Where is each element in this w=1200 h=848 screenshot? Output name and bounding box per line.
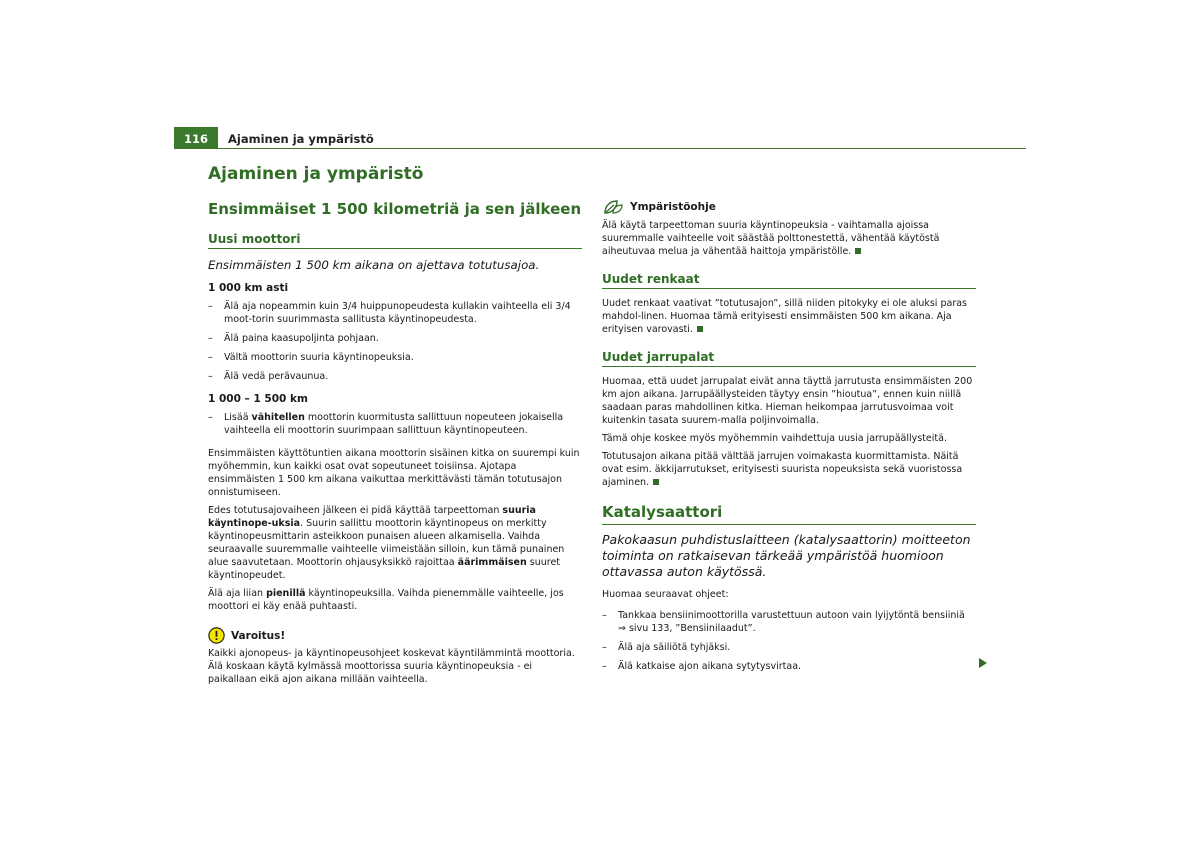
brakes-paragraph-2: Tämä ohje koskee myös myöhemmin vaihdettuja uusia jarrupäällysteitä. — [602, 433, 947, 444]
paragraph-low-rpm — [208, 587, 582, 613]
brakes-paragraph-3 — [602, 450, 976, 489]
list-item: – Älä vedä perävaunua. — [208, 370, 582, 383]
list-1000-1500 — [208, 411, 582, 437]
tyres-heading: Uudet renkaat — [602, 272, 976, 289]
text-run: Älä aja liian — [208, 588, 267, 599]
catalyst-lead: Huomaa seuraavat ohjeet: — [602, 589, 729, 600]
page-number: 116 — [174, 127, 218, 149]
environment-icon — [602, 198, 624, 216]
eco-note-text — [602, 219, 976, 258]
list-item: – Älä aja säiliötä tyhjäksi. — [602, 641, 976, 654]
list-item — [208, 411, 582, 437]
list-item: – Älä aja nopeammin kuin 3/4 huippunopeudesta kullakin vaihteella eli 3/4 moot-torin suurimmasta sallitusta käyntinopeudesta. — [208, 300, 582, 326]
warning-title — [208, 627, 582, 644]
page-reference-link[interactable]: ⇒ sivu 133, ”Bensiinilaadut”. — [618, 623, 756, 634]
eco-note-title-text: Ympäristöohje — [630, 201, 716, 213]
catalyst-list — [602, 609, 976, 673]
bold-run: äärimmäisen — [457, 557, 527, 568]
paragraph-friction: Ensimmäisten käyttötuntien aikana moottorin sisäinen kitka on suurempi kuin myöhemmin, kun kaikki osat ovat sopeutuneet toisiinsa. Ajotapa ensimmäisten 1 500 km aikana vaikuttaa merkittävästi tämän totutusajon onnistumiseen. — [208, 448, 580, 498]
left-column — [208, 160, 582, 691]
eco-note-title — [602, 198, 976, 216]
list-item: – Älä paina kaasupoljinta pohjaan. — [208, 332, 582, 345]
bold-run: suuria käyntinope-uksia — [208, 505, 536, 529]
text-run: Uudet renkaat vaativat ”totutusajon”, sillä niiden pitokyky ei ole aluksi paras mahdol-linen. Huomaa tämä erityisesti ensimmäisten 500 km aikana. Aja erityisen varovasti. — [602, 298, 967, 335]
subheading-up-to-1000: 1 000 km asti — [208, 282, 289, 294]
list-item — [602, 609, 976, 635]
list-item: – Vältä moottorin suuria käyntinopeuksia. — [208, 351, 582, 364]
list-item: – Älä katkaise ajon aikana sytytysvirtaa. — [602, 660, 976, 673]
chapter-title: Ajaminen ja ympäristö — [208, 164, 424, 184]
warning-icon — [208, 627, 225, 644]
paragraph-rpm — [208, 504, 582, 582]
text-run: Tankkaa bensiinimoottorilla varustettuun autoon vain lyijytöntä bensiiniä — [618, 610, 965, 621]
right-column — [602, 198, 976, 679]
brakes-paragraph-1: Huomaa, että uudet jarrupalat eivät anna täyttä jarrutusta ensimmäisten 200 km ajon aikana. Jarrupäällysteiden täytyy ensin ”hioutua”, ennen kuin niillä saadaan paras mahdollinen kitka. Hieman heikompaa jarrutusvoimaa voit kuitenkin tasata suurem-malla poljinvoimalla. — [602, 376, 973, 426]
text-run: suuret käyntinopeudet. — [208, 557, 561, 581]
engine-intro: Ensimmäisten 1 500 km aikana on ajettava totutusajoa. — [208, 258, 540, 272]
catalyst-heading: Katalysaattori — [602, 503, 976, 525]
running-title: Ajaminen ja ympäristö — [228, 132, 374, 146]
list-up-to-1000 — [208, 300, 582, 383]
text-run: Totutusajon aikana pitää välttää jarrujen voimakasta kuormittamista. Näitä ovat esim. äkkijarrutukset, erityisesti suurista nopeuksista sekä vuoristossa ajaminen. — [602, 451, 963, 488]
end-of-section-mark — [855, 248, 861, 254]
text-run: Älä käytä tarpeettoman suuria käyntinopeuksia - vaihtamalla ajoissa suuremmalle vaihteelle voit säästää polttonestettä, vähentää käytöstä aiheutuvaa melua ja vähentää haittoja ympäristölle. — [602, 220, 940, 257]
text-run: moottorin kuormitusta sallittuun nopeuteen jokaisella vaihteella eli moottorin suurimpaan sallittuun käyntinopeuteen. — [224, 412, 564, 436]
text-run: Edes totutusajovaiheen jälkeen ei pidä käyttää tarpeettoman — [208, 505, 503, 516]
subheading-1000-1500: 1 000 – 1 500 km — [208, 393, 308, 405]
engine-heading: Uusi moottori — [208, 232, 582, 249]
warning-title-text: Varoitus! — [231, 629, 286, 642]
page-header — [174, 127, 1026, 149]
text-run: . Suurin sallittu moottorin käyntinopeus on merkitty käyntinopeusmittarin asteikkoon punaisen alueen alkamisella. Vaihda seuraavalle suuremmalle vaihteelle viimeistään silloin, kun tämä punainen alue saavutetaan. Moottorin ohjausyksikkö rajoittaa — [208, 518, 565, 568]
tyres-text — [602, 297, 976, 336]
continue-arrow-icon — [979, 658, 987, 668]
brakes-heading: Uudet jarrupalat — [602, 350, 976, 367]
bold-run: pienillä — [266, 588, 306, 599]
warning-text: Kaikki ajonopeus- ja käyntinopeusohjeet koskevat käyntilämmintä moottoria. Älä koskaan käytä kylmässä moottorissa suuria käyntinopeuksia - ei paikallaan eikä ajon aikana millään vaihteella. — [208, 648, 575, 685]
header-rule — [174, 148, 1026, 149]
bold-run: vähitellen — [251, 412, 305, 423]
section-title: Ensimmäiset 1 500 kilometriä ja sen jälkeen — [208, 200, 582, 218]
catalyst-intro: Pakokaasun puhdistuslaitteen (katalysaattorin) moitteeton toiminta on ratkaisevan tärkeää ympäristöä huomioon ottavassa auton käytössä. — [602, 532, 971, 579]
text-run: Lisää — [224, 412, 252, 423]
end-of-section-mark — [697, 326, 703, 332]
text-run: käyntinopeuksilla. Vaihda pienemmälle vaihteelle, jos moottori ei käy enää puhtaasti. — [208, 588, 564, 612]
end-of-section-mark — [653, 479, 659, 485]
